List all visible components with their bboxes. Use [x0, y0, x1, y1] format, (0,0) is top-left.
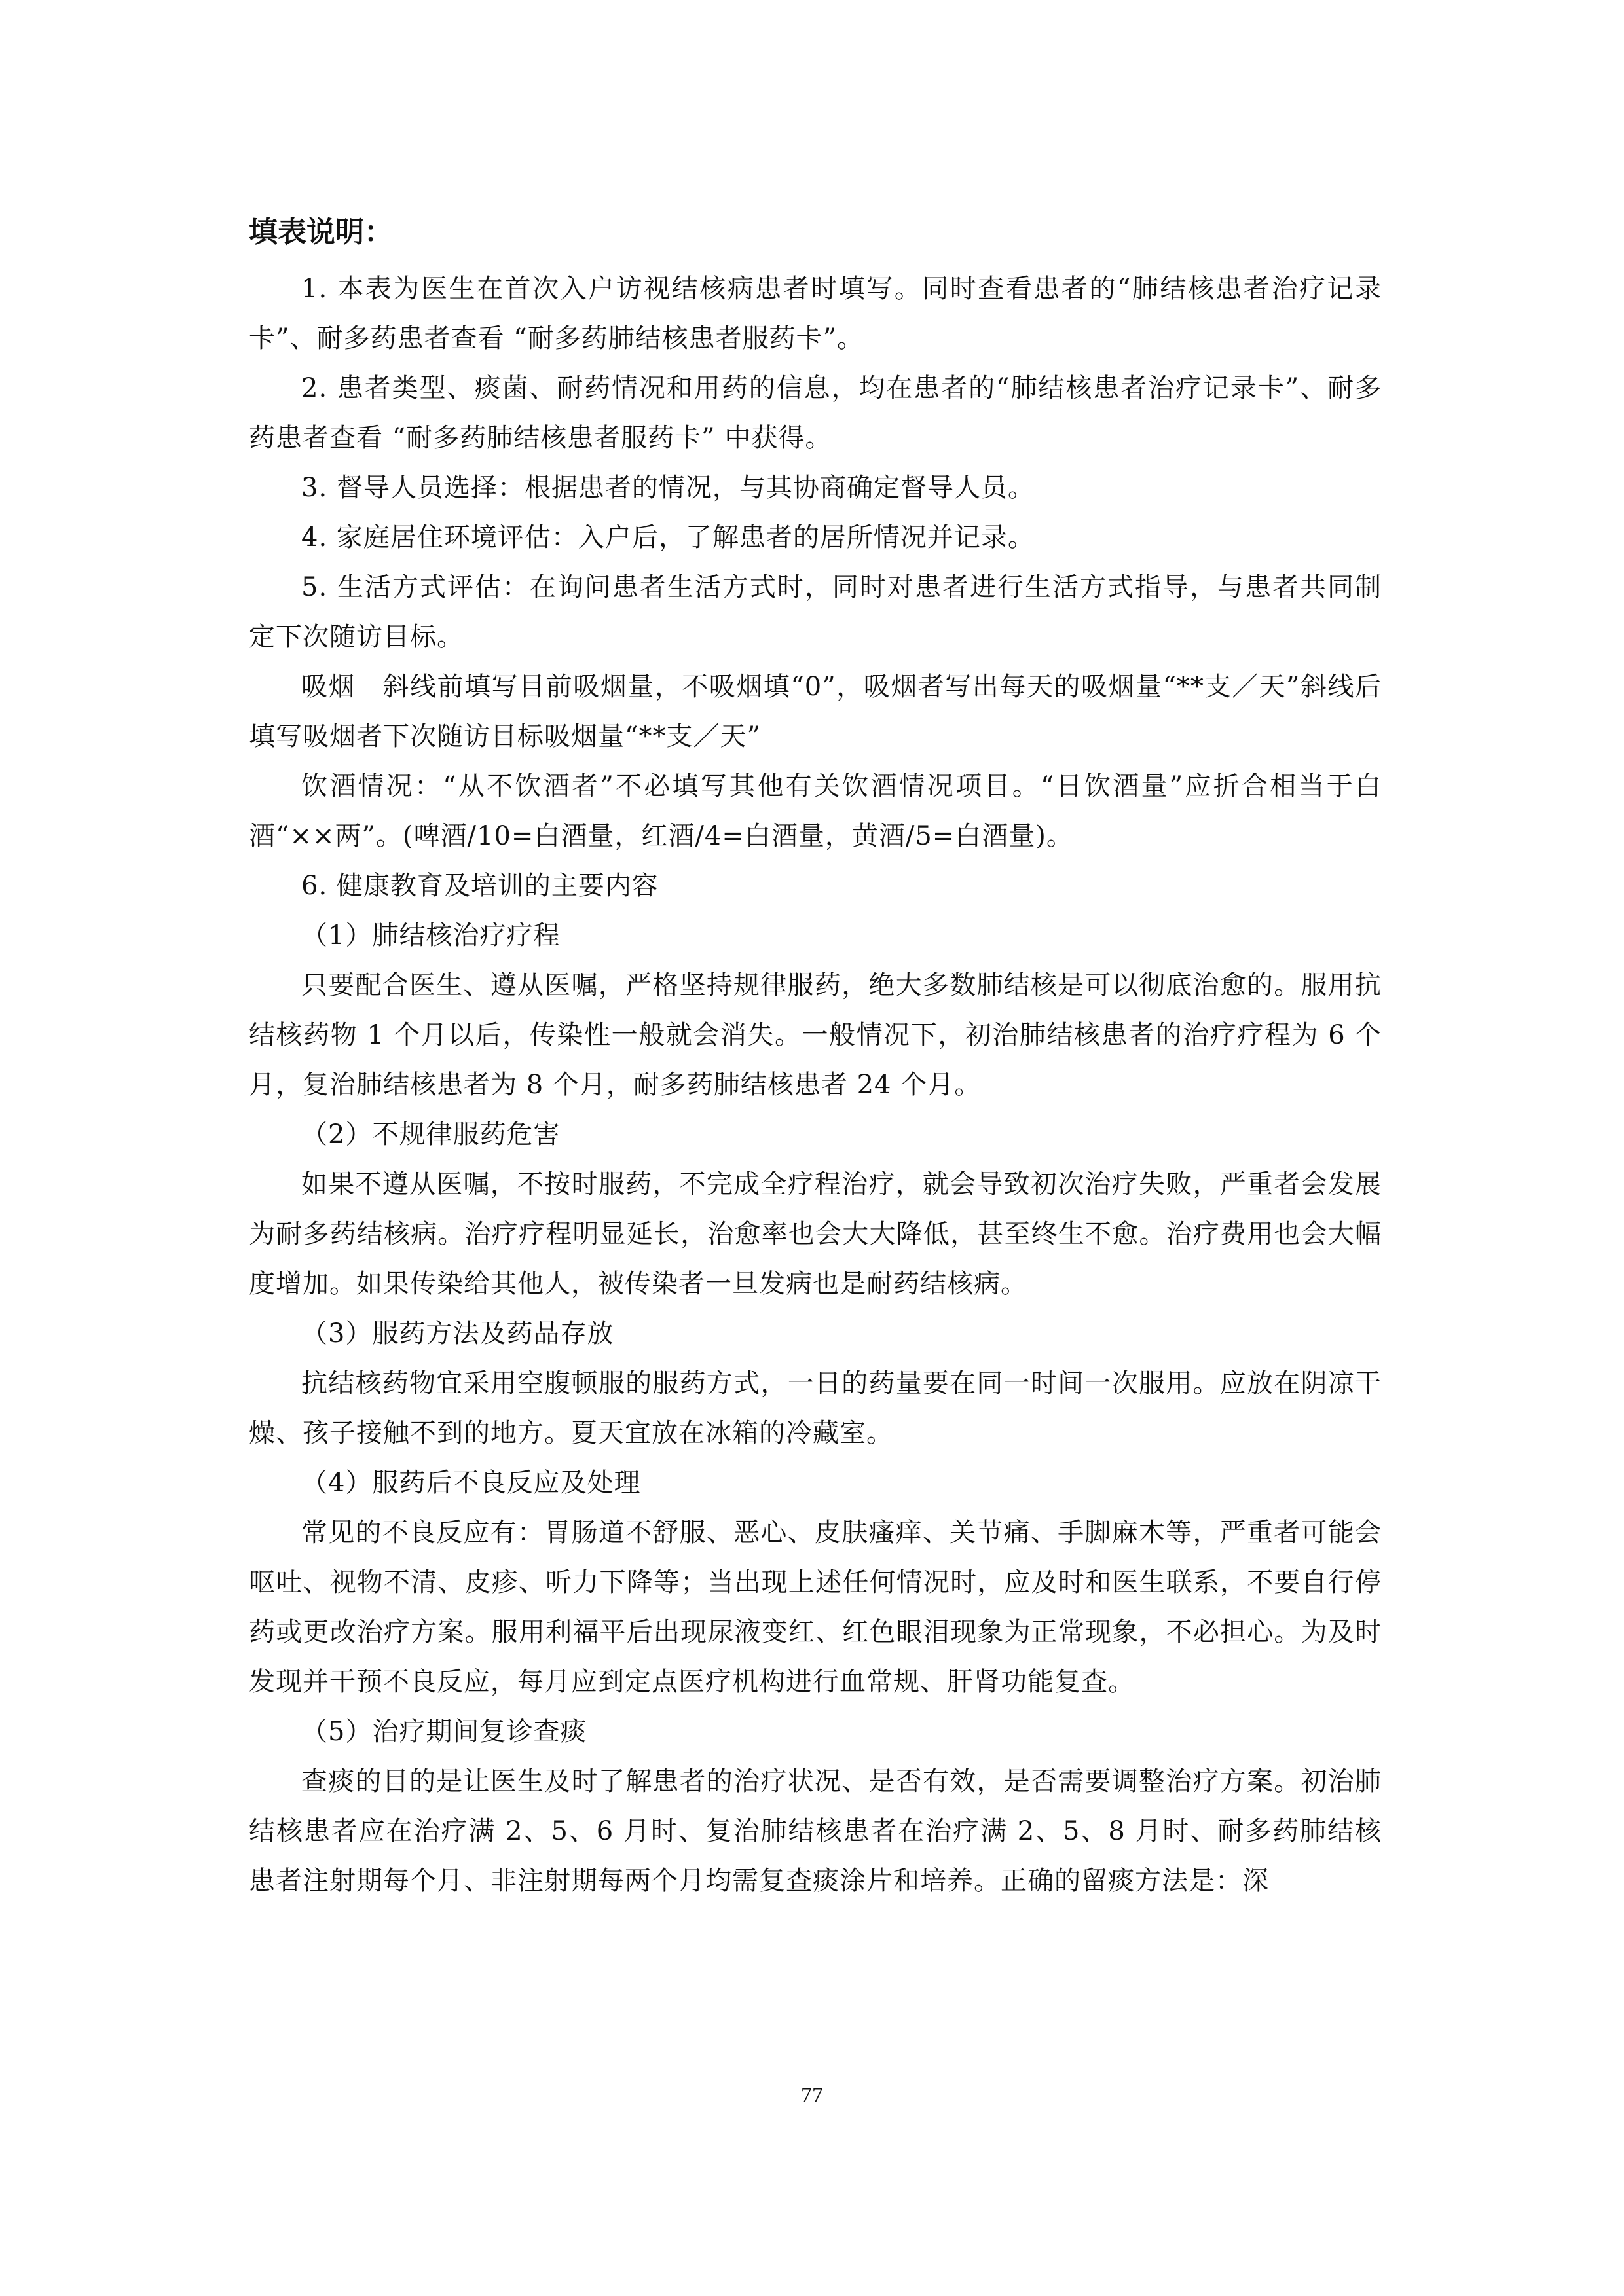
subsection-5-body: 查痰的目的是让医生及时了解患者的治疗状况、是否有效，是否需要调整治疗方案。初治肺结核患者应在治疗满 2、5、6 月时、复治肺结核患者在治疗满 2、5、8 月时、耐多药肺结核患者注射期每个月、非注射期每两个月均需复查痰涂片和培养。正确的留痰方法是：深	[249, 1766, 1382, 1896]
paragraph-2: 2. 患者类型、痰菌、耐药情况和用药的信息，均在患者的“肺结核患者治疗记录卡”、耐多药患者查看 “耐多药肺结核患者服药卡” 中获得。	[249, 373, 1382, 453]
paragraph-1: 1. 本表为医生在首次入户访视结核病患者时填写。同时查看患者的“肺结核患者治疗记录卡”、耐多药患者查看 “耐多药肺结核患者服药卡”。	[249, 274, 1382, 354]
paragraph-drinking: 饮酒情况：“从不饮酒者”不必填写其他有关饮酒情况项目。“日饮酒量”应折合相当于白酒“××两”。(啤酒/10=白酒量，红酒/4=白酒量，黄酒/5=白酒量)。	[249, 771, 1382, 851]
paragraph-4: 4. 家庭居住环境评估：入户后，了解患者的居所情况并记录。	[301, 522, 1035, 553]
paragraph-5: 5. 生活方式评估：在询问患者生活方式时，同时对患者进行生活方式指导，与患者共同制定下次随访目标。	[249, 572, 1382, 652]
paragraph-smoking: 吸烟 斜线前填写目前吸烟量，不吸烟填“0”，吸烟者写出每天的吸烟量“**支／天”斜线后填写吸烟者下次随访目标吸烟量“**支／天”	[249, 672, 1382, 752]
subsection-1-body: 只要配合医生、遵从医嘱，严格坚持规律服药，绝大多数肺结核是可以彻底治愈的。服用抗结核药物 1 个月以后，传染性一般就会消失。一般情况下，初治肺结核患者的治疗疗程为 6 个月，复治肺结核患者为 8 个月，耐多药肺结核患者 24 个月。	[249, 970, 1382, 1100]
subsection-3-body: 抗结核药物宜采用空腹顿服的服药方式，一日的药量要在同一时间一次服用。应放在阴凉干燥、孩子接触不到的地方。夏天宜放在冰箱的冷藏室。	[249, 1368, 1382, 1448]
subsection-4-title: （4）服药后不良反应及处理	[301, 1468, 641, 1498]
paragraph-3: 3. 督导人员选择：根据患者的情况，与其协商确定督导人员。	[301, 473, 1035, 503]
page-content	[249, 206, 1382, 1906]
subsection-4-body: 常见的不良反应有：胃肠道不舒服、恶心、皮肤瘙痒、关节痛、手脚麻木等，严重者可能会呕吐、视物不清、皮疹、听力下降等；当出现上述任何情况时，应及时和医生联系，不要自行停药或更改治疗方案。服用利福平后出现尿液变红、红色眼泪现象为正常现象，不必担心。为及时发现并干预不良反应，每月应到定点医疗机构进行血常规、肝肾功能复查。	[249, 1518, 1382, 1697]
subsection-2-title: （2）不规律服药危害	[301, 1120, 561, 1150]
page-number: 77	[801, 2083, 823, 2107]
subsection-1-title: （1）肺结核治疗疗程	[301, 920, 561, 951]
section-heading: 填表说明：	[249, 215, 393, 249]
subsection-3-title: （3）服药方法及药品存放	[301, 1319, 614, 1349]
paragraph-6-title: 6. 健康教育及培训的主要内容	[301, 871, 659, 901]
subsection-2-body: 如果不遵从医嘱，不按时服药，不完成全疗程治疗，就会导致初次治疗失败，严重者会发展为耐多药结核病。治疗疗程明显延长，治愈率也会大大降低，甚至终生不愈。治疗费用也会大幅度增加。如果传染给其他人，被传染者一旦发病也是耐药结核病。	[249, 1169, 1382, 1299]
subsection-5-title: （5）治疗期间复诊查痰	[301, 1717, 587, 1747]
